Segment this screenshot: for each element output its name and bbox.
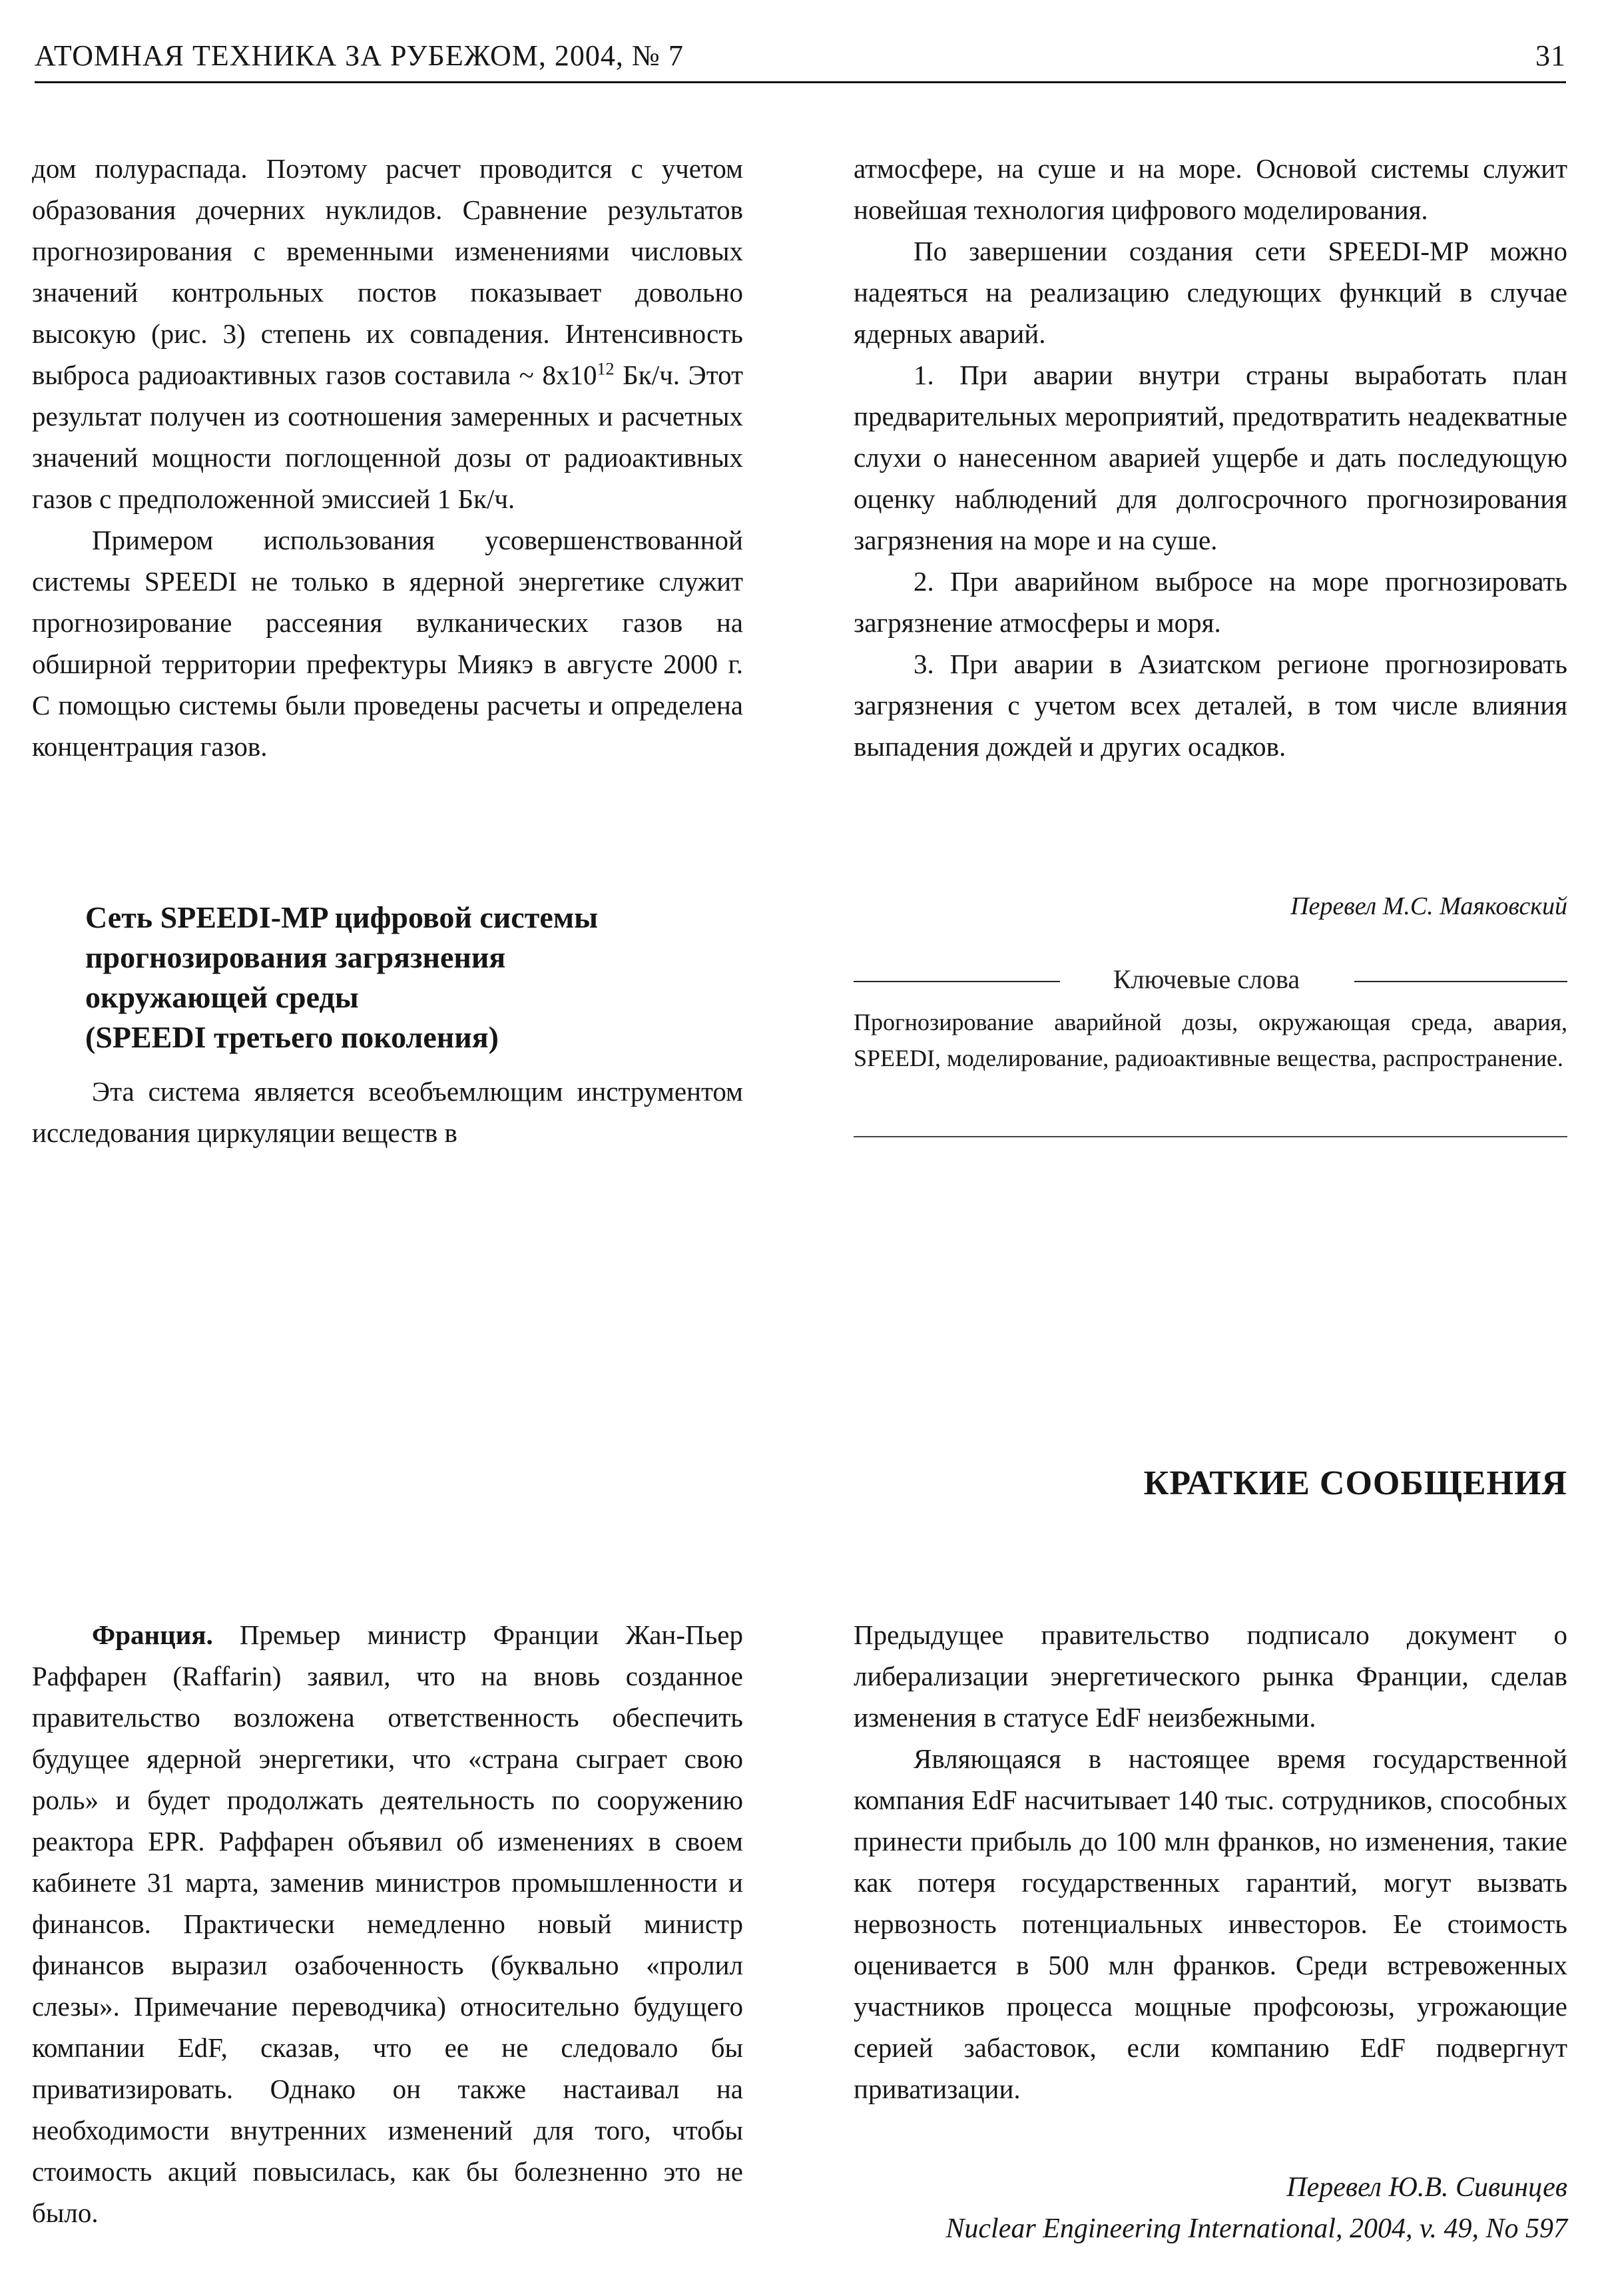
left-column-text-cont <box>32 1071 743 1153</box>
paragraph: Франция. Премьер министр Франции Жан-Пьер Раффарен (Raffarin) заявил, что на вновь созданное правительство возложена ответственность обеспечить будущее ядерной энергетики, что «страна сыграет свою роль» и будет продолжать деятельность по сооружению реактора EPR. Раффарен объявил об изменениях в своем кабинете 31 марта, заменив министров промышленности и финансов. Практически немедленно новый министр финансов выразил озабоченность (буквально «пролил слезы». Примечание переводчика) относительно будущего компании EdF, сказав, что ее не следовало бы приватизировать. Однако он также настаивал на необходимости внутренних изменений для того, чтобы стоимость акций повысилась, как бы болезненно это не было. <box>32 1619 744 2228</box>
brief-right-column <box>854 1614 1567 2110</box>
keywords-rule-left <box>854 981 1060 982</box>
keywords-rule-right <box>1354 981 1567 982</box>
list-item: 1. При аварии внутри страны выработать план предварительных мероприятий, предотвратить неадекватные слухи о нанесенном аварией ущербе и дать последующую оценку наблюдений для долгосрочного прогнозирования загрязнения на море и на суше. <box>854 360 1567 555</box>
brief-translator-credit: Перевел Ю.В. Сивинцев <box>1286 2172 1567 2203</box>
brief-left-column <box>32 1614 743 2233</box>
journal-title: АТОМНАЯ ТЕХНИКА ЗА РУБЕЖОМ, 2004, № 7 <box>35 39 684 72</box>
translator-credit: Перевел М.С. Маяковский <box>1290 892 1567 920</box>
brief-news-heading: КРАТКИЕ СООБЩЕНИЯ <box>1143 1464 1567 1502</box>
right-column-text <box>854 148 1567 767</box>
paragraph: По завершении создания сети SPEEDI-MP можно надеяться на реализацию следующих функций в случае ядерных аварий. <box>854 236 1567 349</box>
superscript: 12 <box>597 359 615 379</box>
paragraph: атмосфере, на суше и на море. Основой системы служит новейшая технология цифрового моделирования. <box>854 153 1567 225</box>
paragraph: Предыдущее правительство подписало документ о либерализации энергетического рынка Франции, сделав изменения в статусе EdF неизбежными. <box>854 1619 1567 1733</box>
paragraph: дом полураспада. Поэтому расчет проводится с учетом образования дочерних нуклидов. Сравнение результатов прогнозирования с временными изменениями числовых значений контрольных постов показывает довольно высокую (рис. 3) степень их совпадения. Интенсивность выброса радиоактивных газов составила ~ $8х10^{12}$ Бк/ч. Этот результат получен из соотношения замеренных и расчетных значений мощности поглощенной дозы от радиоактивных газов с предположенной эмиссией 1 Бк/ч. <box>32 153 743 514</box>
paragraph: Примером использования усовершенствованной системы SPEEDI не только в ядерной энергетике служит прогнозирование рассеяния вулканических газов на обширной территории префектуры Миякэ в августе 2000 г. С помощью системы были проведены расчеты и определена концентрация газов. <box>32 525 743 762</box>
list-item: 3. При аварии в Азиатском регионе прогнозировать загрязнения с учетом всех деталей, в том числе влияния выпадения дождей и других осадков. <box>854 649 1567 762</box>
section-heading: Сеть SPEEDI-MP цифровой системы прогнозирования загрязнения окружающей среды (SPEEDI третьего поколения) <box>85 900 598 1054</box>
keywords-rule <box>854 1136 1567 1137</box>
source-citation: Nuclear Engineering International, 2004, v. 49, No 597 <box>945 2213 1567 2244</box>
page-number: 31 <box>1535 39 1566 72</box>
left-column-text <box>32 148 743 767</box>
running-header <box>35 39 1566 73</box>
keywords-text: Прогнозирование аварийной дозы, окружающая среда, авария, SPEEDI, моделирование, радиоактивные вещества, распространение. <box>854 1009 1567 1071</box>
header-rule <box>35 81 1566 83</box>
country-lead: Франция. <box>92 1619 213 1650</box>
list-item: 2. При аварийном выбросе на море прогнозировать загрязнение атмосферы и моря. <box>854 566 1567 638</box>
paragraph: Эта система является всеобъемлющим инструментом исследования циркуляции веществ в <box>32 1076 743 1148</box>
paragraph: Являющаяся в настоящее время государственной компания EdF насчитывает 140 тыс. сотрудников, способных принести прибыль до 100 млн франков, но изменения, такие как потеря государственных гарантий, могут вызвать нервозность потенциальных инвесторов. Ее стоимость оценивается в 500 млн франков. Среди встревоженных участников процесса мощные профсоюзы, угрожающие серией забастовок, если компанию EdF подвергнут приватизации. <box>854 1743 1567 2104</box>
